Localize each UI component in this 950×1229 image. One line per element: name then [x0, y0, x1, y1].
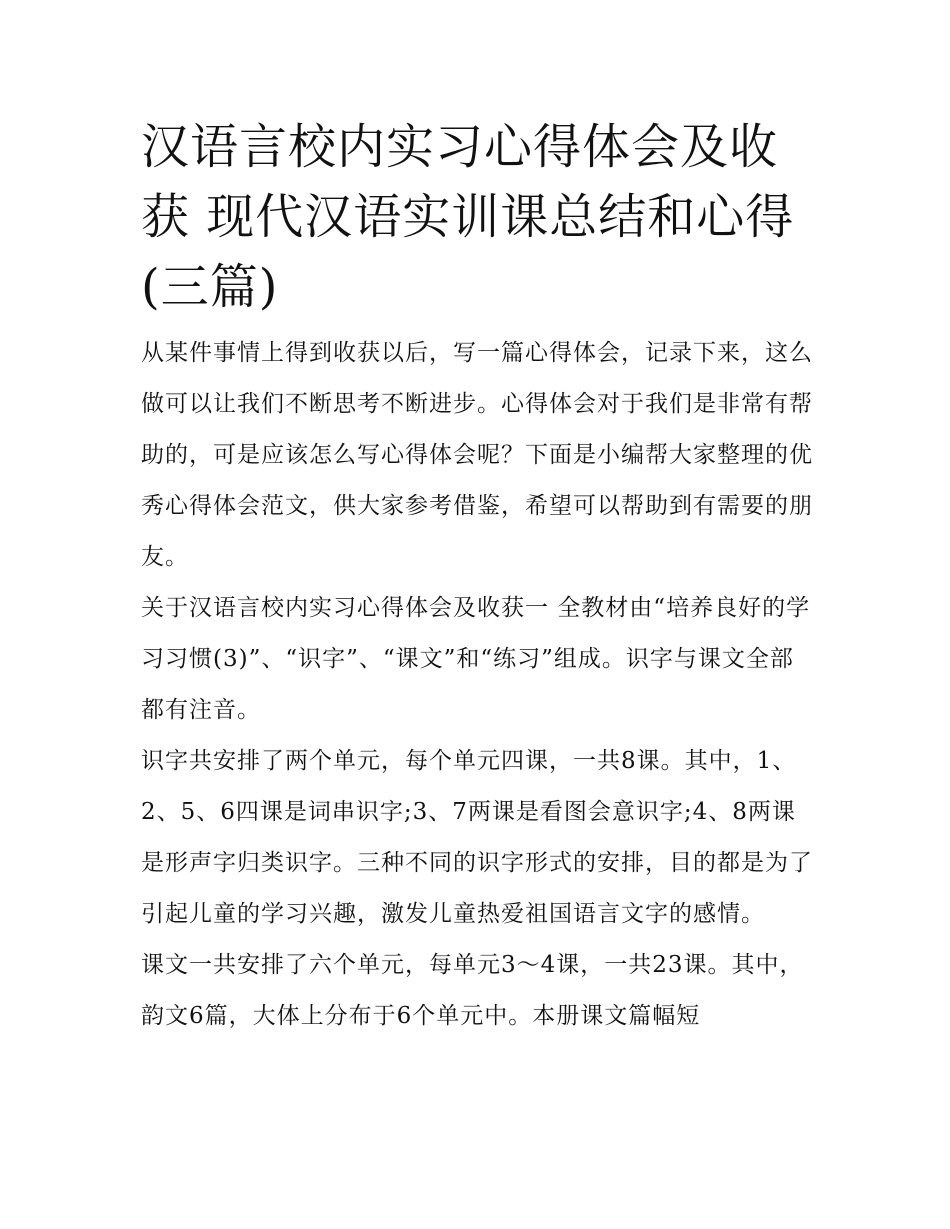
document-title: 汉语言校内实习心得体会及收获 现代汉语实训课总结和心得(三篇) — [141, 119, 795, 315]
paragraph-literacy-units: 识字共安排了两个单元，每个单元四课，一共8课。其中，1、2、5、6四课是词串识字;3、7两课是看图会意识字;4、8两课是形声字归类识字。三种不同的识字形式的安排，目的都是为了引起儿童的学习兴趣，激发儿童热爱祖国语言文字的感情。 — [141, 748, 813, 927]
paragraph-lesson-units: 课文一共安排了六个单元，每单元3～4课，一共23课。其中，韵文6篇，大体上分布于6个单元中。本册课文篇幅短 — [141, 952, 804, 1029]
paragraph-intro: 从某件事情上得到收获以后，写一篇心得体会，记录下来，这么做可以让我们不断思考不断进步。心得体会对于我们是非常有帮助的，可是应该怎么写心得体会呢？下面是小编帮大家整理的优秀心得体会范文，供大家参考借鉴，希望可以帮助到有需要的朋友。 — [141, 340, 813, 570]
paragraph-textbook-structure: 关于汉语言校内实习心得体会及收获一 全教材由“培养良好的学习习惯(3)”、“识字”、“课文”和“练习”组成。识字与课文全部都有注音。 — [141, 595, 811, 723]
document-body — [141, 112, 813, 1042]
